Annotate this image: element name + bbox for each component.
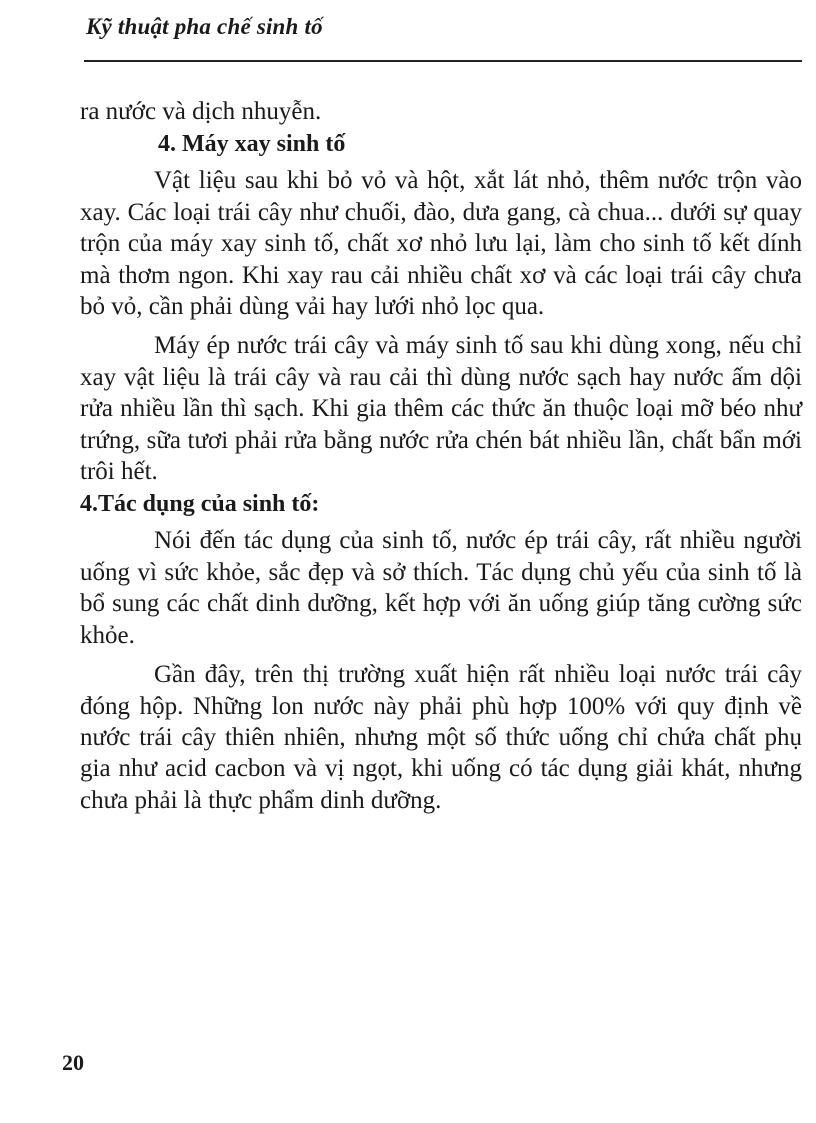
paragraph-blender-usage: Vật liệu sau khi bỏ vỏ và hột, xắt lát nhỏ, thêm nước trộn vào xay. Các loại trái cây như chuối, đào, dưa gang, cà chua... dưới sự quay trộn của máy xay sinh tố, chất xơ nhỏ lưu lại, làm cho sinh tố kết dính mà thơm ngon. Khi xay rau cải nhiều chất xơ và các loại trái cây chưa bỏ vỏ, cần phải dùng vải hay lưới nhỏ lọc qua. bbox=[80, 167, 802, 321]
paragraph-canned-juice: Gần đây, trên thị trường xuất hiện rất nhiều loại nước trái cây đóng hộp. Những lon nước này phải phù hợp 100% với quy định về nước trái cây thiên nhiên, nhưng một số thức uống chỉ chứa chất phụ gia như acid cacbon và vị ngọt, khi uống có tác dụng giải khát, nhưng chưa phải là thực phẩm dinh dưỡng. bbox=[80, 661, 802, 814]
paragraph-effects: Nói đến tác dụng của sinh tố, nước ép trái cây, rất nhiều người uống vì sức khỏe, sắc đẹp và sở thích. Tác dụng chủ yếu của sinh tố là bổ sung các chất dinh dưỡng, kết hợp với ăn uống giúp tăng cường sức khỏe. bbox=[80, 527, 802, 649]
paragraph-continuation: ra nước và dịch nhuyễn. bbox=[80, 98, 322, 125]
section-heading-blender: 4. Máy xay sinh tố bbox=[158, 131, 346, 158]
section-heading-effects: 4.Tác dụng của sinh tố: bbox=[80, 491, 320, 518]
running-head-title: Kỹ thuật pha chế sinh tố bbox=[86, 14, 323, 39]
header-rule bbox=[84, 60, 802, 62]
paragraph-cleaning: Máy ép nước trái cây và máy sinh tố sau khi dùng xong, nếu chỉ xay vật liệu là trái cây và rau cải thì dùng nước sạch hay nước ấm dội rửa nhiều lần thì sạch. Khi gia thêm các thức ăn thuộc loại mỡ béo như trứng, sữa tươi phải rửa bằng nước rửa chén bát nhiều lần, chất bẩn mới trôi hết. bbox=[80, 332, 802, 486]
page-number: 20 bbox=[62, 1050, 84, 1075]
body-text bbox=[80, 96, 802, 816]
